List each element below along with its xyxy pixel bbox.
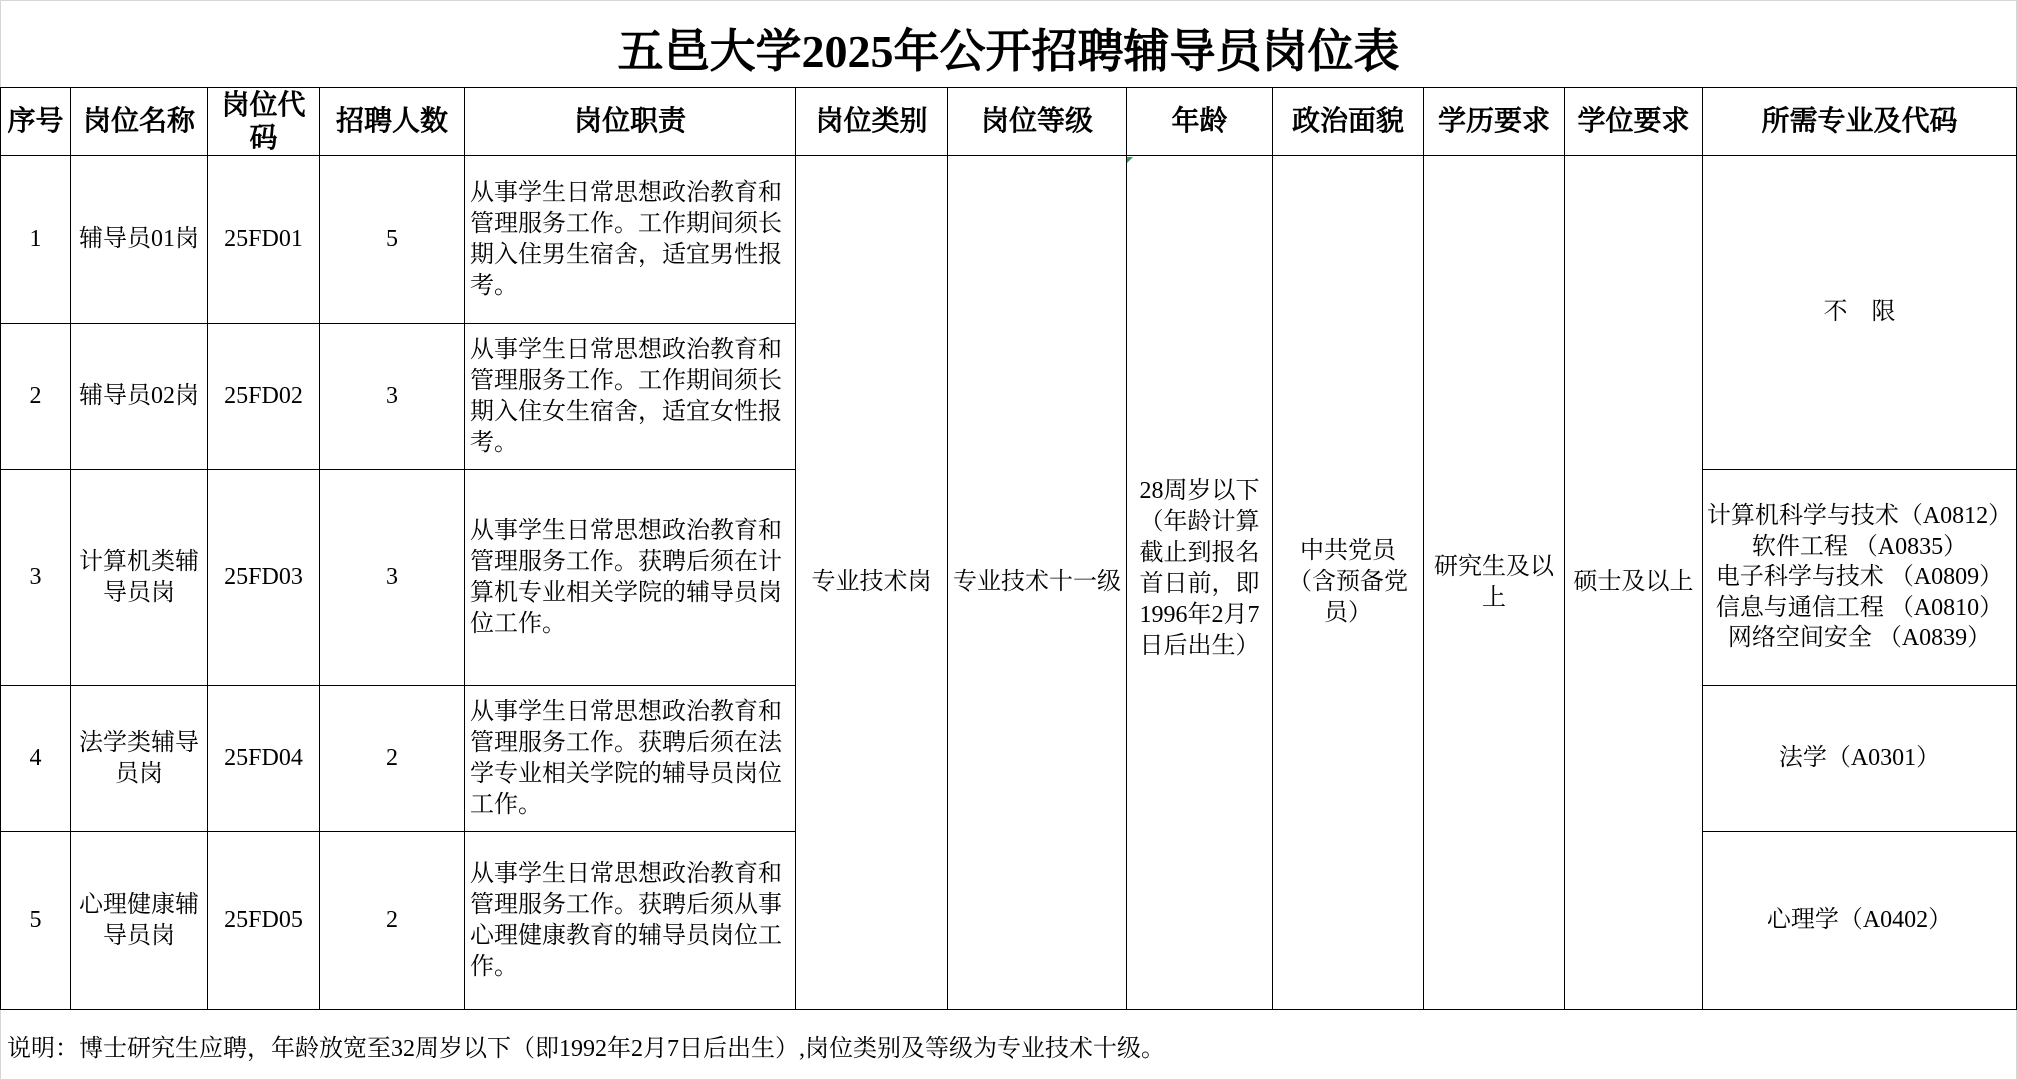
cell-position-code: 25FD03 — [208, 470, 320, 686]
cell-position-name: 心理健康辅 导员岗 — [71, 832, 208, 1010]
table-header — [1, 88, 2017, 156]
cell-duty: 从事学生日常思想政治教育和 管理服务工作。工作期间须长 期入住女生宿舍，适宜女性报 考。 — [465, 324, 796, 470]
cell-seq: 5 — [1, 832, 71, 1010]
page-title: 五邑大学2025年公开招聘辅导员岗位表 — [617, 26, 1400, 77]
header-age: 年龄 — [1127, 88, 1273, 156]
cell-position-code: 25FD01 — [208, 156, 320, 324]
cell-major-unrestricted: 不 限 — [1703, 156, 2017, 470]
cell-major-law: 法学（A0301） — [1703, 686, 2017, 832]
header-category: 岗位类别 — [796, 88, 948, 156]
header-education: 学历要求 — [1424, 88, 1565, 156]
cell-duty: 从事学生日常思想政治教育和 管理服务工作。获聘后须在法 学专业相关学院的辅导员岗位 工作。 — [465, 686, 796, 832]
cell-level: 专业技术十一级 — [948, 156, 1127, 1010]
footnote: 说明：博士研究生应聘，年龄放宽至32周岁以下（即1992年2月7日后出生）,岗位类别及等级为专业技术十级。 — [7, 1035, 1165, 1062]
header-level: 岗位等级 — [948, 88, 1127, 156]
header-majors: 所需专业及代码 — [1703, 88, 2017, 156]
cell-headcount: 3 — [320, 470, 465, 686]
table-row — [1, 156, 2017, 324]
cell-headcount: 2 — [320, 686, 465, 832]
cell-position-name: 辅导员02岗 — [71, 324, 208, 470]
header-position-name: 岗位名称 — [71, 88, 208, 156]
header-duty: 岗位职责 — [465, 88, 796, 156]
cell-duty: 从事学生日常思想政治教育和 管理服务工作。工作期间须长 期入住男生宿舍，适宜男性报 考。 — [465, 156, 796, 324]
cell-position-code: 25FD05 — [208, 832, 320, 1010]
cell-indicator-icon — [1127, 157, 1133, 163]
cell-degree: 硕士及以上 — [1565, 156, 1703, 1010]
recruitment-table — [0, 87, 2017, 1010]
header-row — [1, 88, 2017, 156]
header-headcount: 招聘人数 — [320, 88, 465, 156]
cell-education: 研究生及以 上 — [1424, 156, 1565, 1010]
cell-major-psychology: 心理学（A0402） — [1703, 832, 2017, 1010]
header-seq: 序号 — [1, 88, 71, 156]
cell-seq: 2 — [1, 324, 71, 470]
header-degree: 学位要求 — [1565, 88, 1703, 156]
cell-position-name: 辅导员01岗 — [71, 156, 208, 324]
table-body — [1, 156, 2017, 1010]
cell-seq: 1 — [1, 156, 71, 324]
cell-duty: 从事学生日常思想政治教育和 管理服务工作。获聘后须在计 算机专业相关学院的辅导员岗 位工作。 — [465, 470, 796, 686]
header-political-status: 政治面貌 — [1273, 88, 1424, 156]
cell-political-status: 中共党员 （含预备党 员） — [1273, 156, 1424, 1010]
cell-category: 专业技术岗 — [796, 156, 948, 1010]
cell-seq: 4 — [1, 686, 71, 832]
cell-headcount: 5 — [320, 156, 465, 324]
cell-seq: 3 — [1, 470, 71, 686]
cell-major-computer: 计算机科学与技术（A0812） 软件工程 （A0835） 电子科学与技术 （A0809） 信息与通信工程 （A0810） 网络空间安全 （A0839） — [1703, 470, 2017, 686]
cell-position-name: 法学类辅导 员岗 — [71, 686, 208, 832]
cell-position-code: 25FD04 — [208, 686, 320, 832]
cell-headcount: 3 — [320, 324, 465, 470]
cell-position-name: 计算机类辅 导员岗 — [71, 470, 208, 686]
cell-duty: 从事学生日常思想政治教育和 管理服务工作。获聘后须从事 心理健康教育的辅导员岗位工 作。 — [465, 832, 796, 1010]
cell-headcount: 2 — [320, 832, 465, 1010]
cell-position-code: 25FD02 — [208, 324, 320, 470]
cell-age: 28周岁以下 （年龄计算 截止到报名 首日前，即 1996年2月7 日后出生） — [1127, 156, 1273, 1010]
header-position-code: 岗位代 码 — [208, 88, 320, 156]
